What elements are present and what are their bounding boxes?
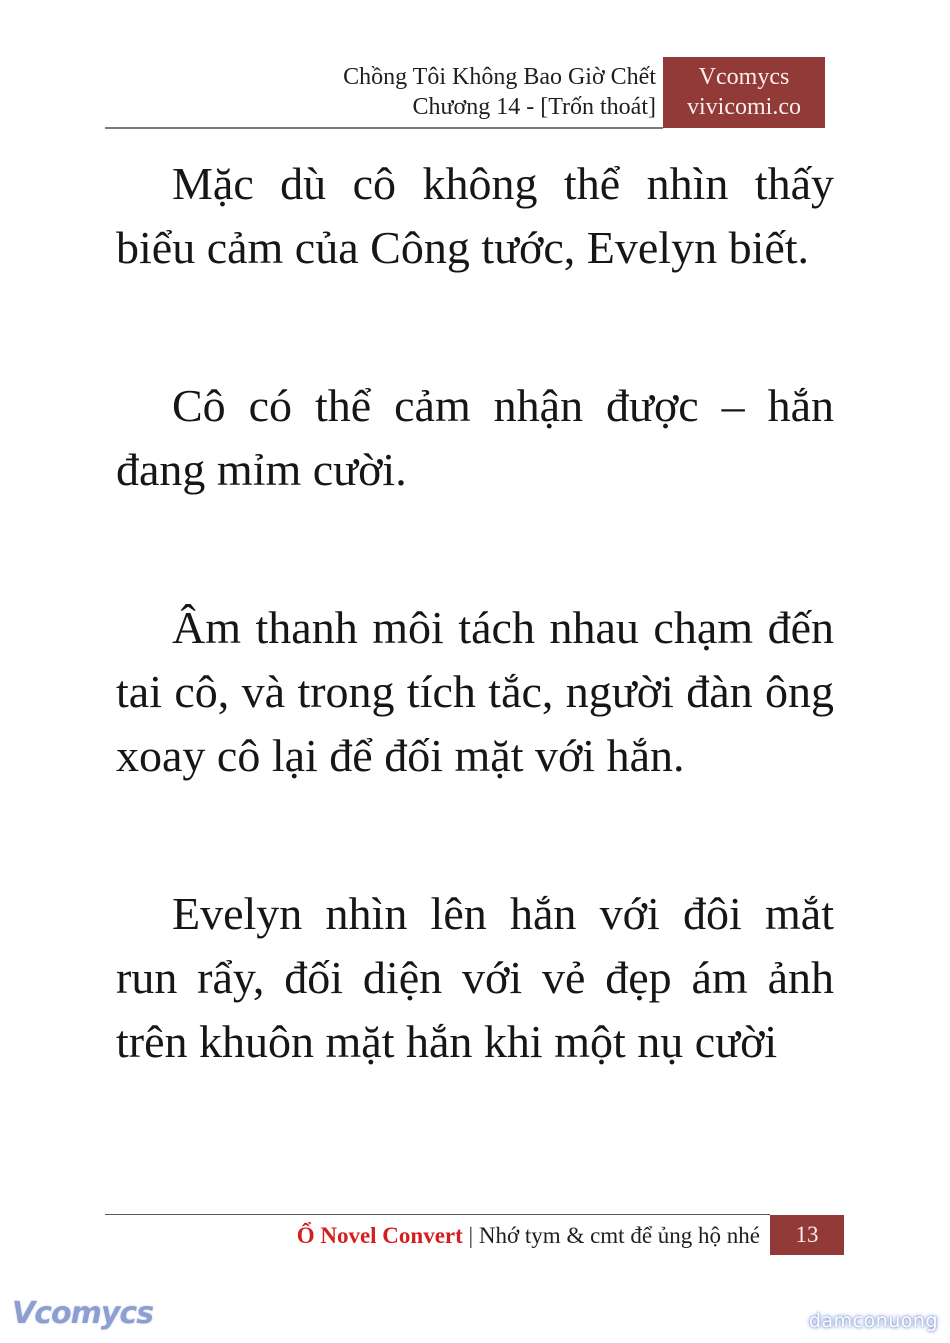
footer-divider <box>105 1214 770 1215</box>
brand-name: Vcomycs <box>698 64 790 90</box>
chapter-title: Chương 14 - [Trốn thoát] <box>412 94 656 120</box>
paragraph: Âm thanh môi tách nhau chạm đến tai cô, và trong tích tắc, người đàn ông xoay cô lại để đối mặt với hắn. <box>116 602 834 781</box>
footer-message: Nhớ tym & cmt để ủng hộ nhé <box>478 1223 760 1248</box>
watermark-text-right: damconuong <box>808 1310 938 1332</box>
header-divider <box>105 127 663 129</box>
chapter-body <box>116 152 834 1168</box>
watermark-logo-left: Vcomycs <box>12 1296 154 1331</box>
footer-brand: Ổ Novel Convert <box>296 1223 463 1248</box>
header-titles <box>343 62 656 122</box>
paragraph: Cô có thể cảm nhận được – hắn đang mỉm cười. <box>116 380 834 495</box>
paragraph: Mặc dù cô không thể nhìn thấy biểu cảm của Công tước, Evelyn biết. <box>116 158 834 273</box>
novel-title: Chồng Tôi Không Bao Giờ Chết <box>343 64 656 90</box>
footer-text <box>297 1221 760 1251</box>
paragraph: Evelyn nhìn lên hắn với đôi mắt run rẩy, đối diện với vẻ đẹp ám ảnh trên khuôn mặt hắn khi một nụ cười <box>116 888 834 1067</box>
page-number: 13 <box>770 1215 844 1255</box>
footer-separator: | <box>468 1223 474 1248</box>
header-brand-box <box>663 57 825 128</box>
brand-site: vivicomi.co <box>687 94 801 120</box>
